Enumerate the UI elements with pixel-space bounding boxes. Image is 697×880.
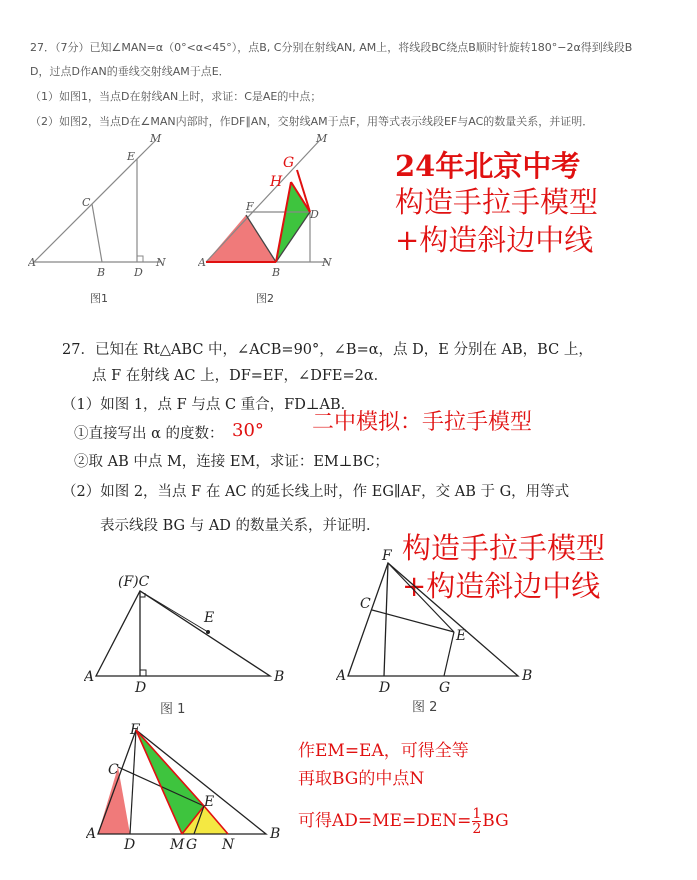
fig5-label-M: M — [170, 837, 185, 852]
construction-note-line3 — [298, 806, 509, 836]
figure-2-problem1 — [198, 130, 348, 290]
fig2-label-B: B — [272, 266, 281, 279]
construction-note-line2: 再取BG的中点N — [298, 769, 425, 789]
figure-construction — [86, 722, 286, 852]
fraction-denominator: 2 — [472, 821, 482, 837]
fig4-label-E: E — [456, 628, 467, 644]
fig2-caption: 图2 — [256, 292, 274, 305]
fig4-label-G: G — [439, 680, 451, 696]
problem1-line1: 27．（7分）已知∠MAN=α（0°<α<45°），点B, C分别在射线AN, AM上，将线段BC绕点B顺时针旋转180°−2α得到线段B — [30, 41, 633, 54]
fig2-label-G: G — [283, 155, 295, 171]
fig4-label-A: A — [336, 668, 347, 684]
fig4-label-C: C — [360, 596, 371, 612]
fig5-label-B: B — [270, 826, 281, 842]
fig1-label-C: C — [82, 196, 91, 209]
construction-note-line1: 作EM=EA，可得全等 — [298, 741, 469, 761]
red-note-median: +构造斜边中线 — [395, 223, 594, 257]
fig4-label-F: F — [382, 548, 392, 564]
fig4-caption: 图 2 — [412, 700, 438, 715]
fig1-label-N: N — [156, 256, 166, 269]
figure-1-problem2 — [84, 568, 296, 698]
figure-2-problem2 — [336, 548, 536, 698]
fig3-label-FC: (F)C — [118, 574, 150, 590]
fig3-label-E: E — [204, 610, 215, 626]
fig1-label-A: A — [28, 256, 36, 269]
fraction-numerator: 1 — [472, 806, 482, 822]
problem2-line4: ①直接写出 α 的度数： — [74, 426, 224, 442]
fig1-label-D: D — [134, 266, 143, 279]
problem2-line6: （2）如图 2，当点 F 在 AC 的延长线上时，作 EG∥AF，交 AB 于 G，用等式 — [62, 484, 570, 500]
fig5-label-G: G — [186, 837, 198, 852]
problem1-line2: D，过点D作AN的垂线交射线AM于点E． — [30, 65, 230, 78]
construction-note-line3-suffix: BG — [482, 811, 509, 831]
red-note-second-school-mock: 二中模拟：手拉手模型 — [312, 410, 533, 435]
fig3-label-B: B — [274, 669, 285, 685]
fig5-label-F: F — [130, 722, 140, 738]
fig5-label-C: C — [108, 762, 119, 778]
problem2-line7: 表示线段 BG 与 AD 的数量关系，并证明． — [100, 518, 381, 534]
construction-note-line3-prefix: 可得AD=ME=DEN= — [298, 811, 472, 831]
fig5-label-N: N — [222, 837, 235, 852]
red-note-hand-model-2: 构造手拉手模型 — [402, 531, 606, 565]
fig2-label-F: F — [246, 200, 254, 213]
fig2-label-M: M — [316, 132, 328, 145]
red-note-beijing-exam: 24年北京中考 — [395, 149, 581, 183]
fig1-label-B: B — [97, 266, 106, 279]
fig2-label-A: A — [198, 256, 206, 269]
problem1-line3: （1）如图1，当点D在射线AN上时，求证：C是AE的中点； — [30, 90, 322, 103]
fraction-one-half — [472, 807, 481, 836]
figure-1-problem1 — [28, 130, 168, 290]
fig4-label-D: D — [379, 680, 391, 696]
fig3-label-D: D — [135, 680, 147, 696]
fig1-caption: 图1 — [90, 292, 108, 305]
problem2-line1: 27．已知在 Rt△ABC 中，∠ACB=90°，∠B=α，点 D，E 分别在 AB，BC 上， — [62, 342, 593, 358]
red-note-hand-model: 构造手拉手模型 — [395, 185, 599, 219]
fig2-label-N: N — [322, 256, 332, 269]
fig3-label-A: A — [84, 669, 95, 685]
problem2-line2: 点 F 在射线 AC 上，DF=EF，∠DFE=2α． — [92, 368, 389, 384]
problem2-line5: ②取 AB 中点 M，连接 EM，求证：EM⊥BC； — [74, 454, 389, 470]
fig4-label-B: B — [522, 668, 533, 684]
red-note-median-2: +构造斜边中线 — [402, 569, 601, 603]
problem2-line3: （1）如图 1，点 F 与点 C 重合，FD⊥AB． — [62, 397, 356, 413]
fig5-label-A: A — [86, 826, 97, 842]
answer-alpha: 30° — [232, 420, 264, 441]
fig1-label-E: E — [127, 150, 136, 163]
fig1-label-M: M — [150, 132, 162, 145]
fig2-label-D: D — [310, 208, 319, 221]
fig2-label-H: H — [270, 174, 283, 190]
problem1-line4: （2）如图2，当点D在∠MAN内部时，作DF∥AN，交射线AM于点F，用等式表示线段EF与AC的数量关系，并证明． — [30, 115, 594, 128]
fig5-label-D: D — [124, 837, 136, 852]
fig3-caption: 图 1 — [160, 702, 186, 717]
fig5-label-E: E — [204, 794, 215, 810]
